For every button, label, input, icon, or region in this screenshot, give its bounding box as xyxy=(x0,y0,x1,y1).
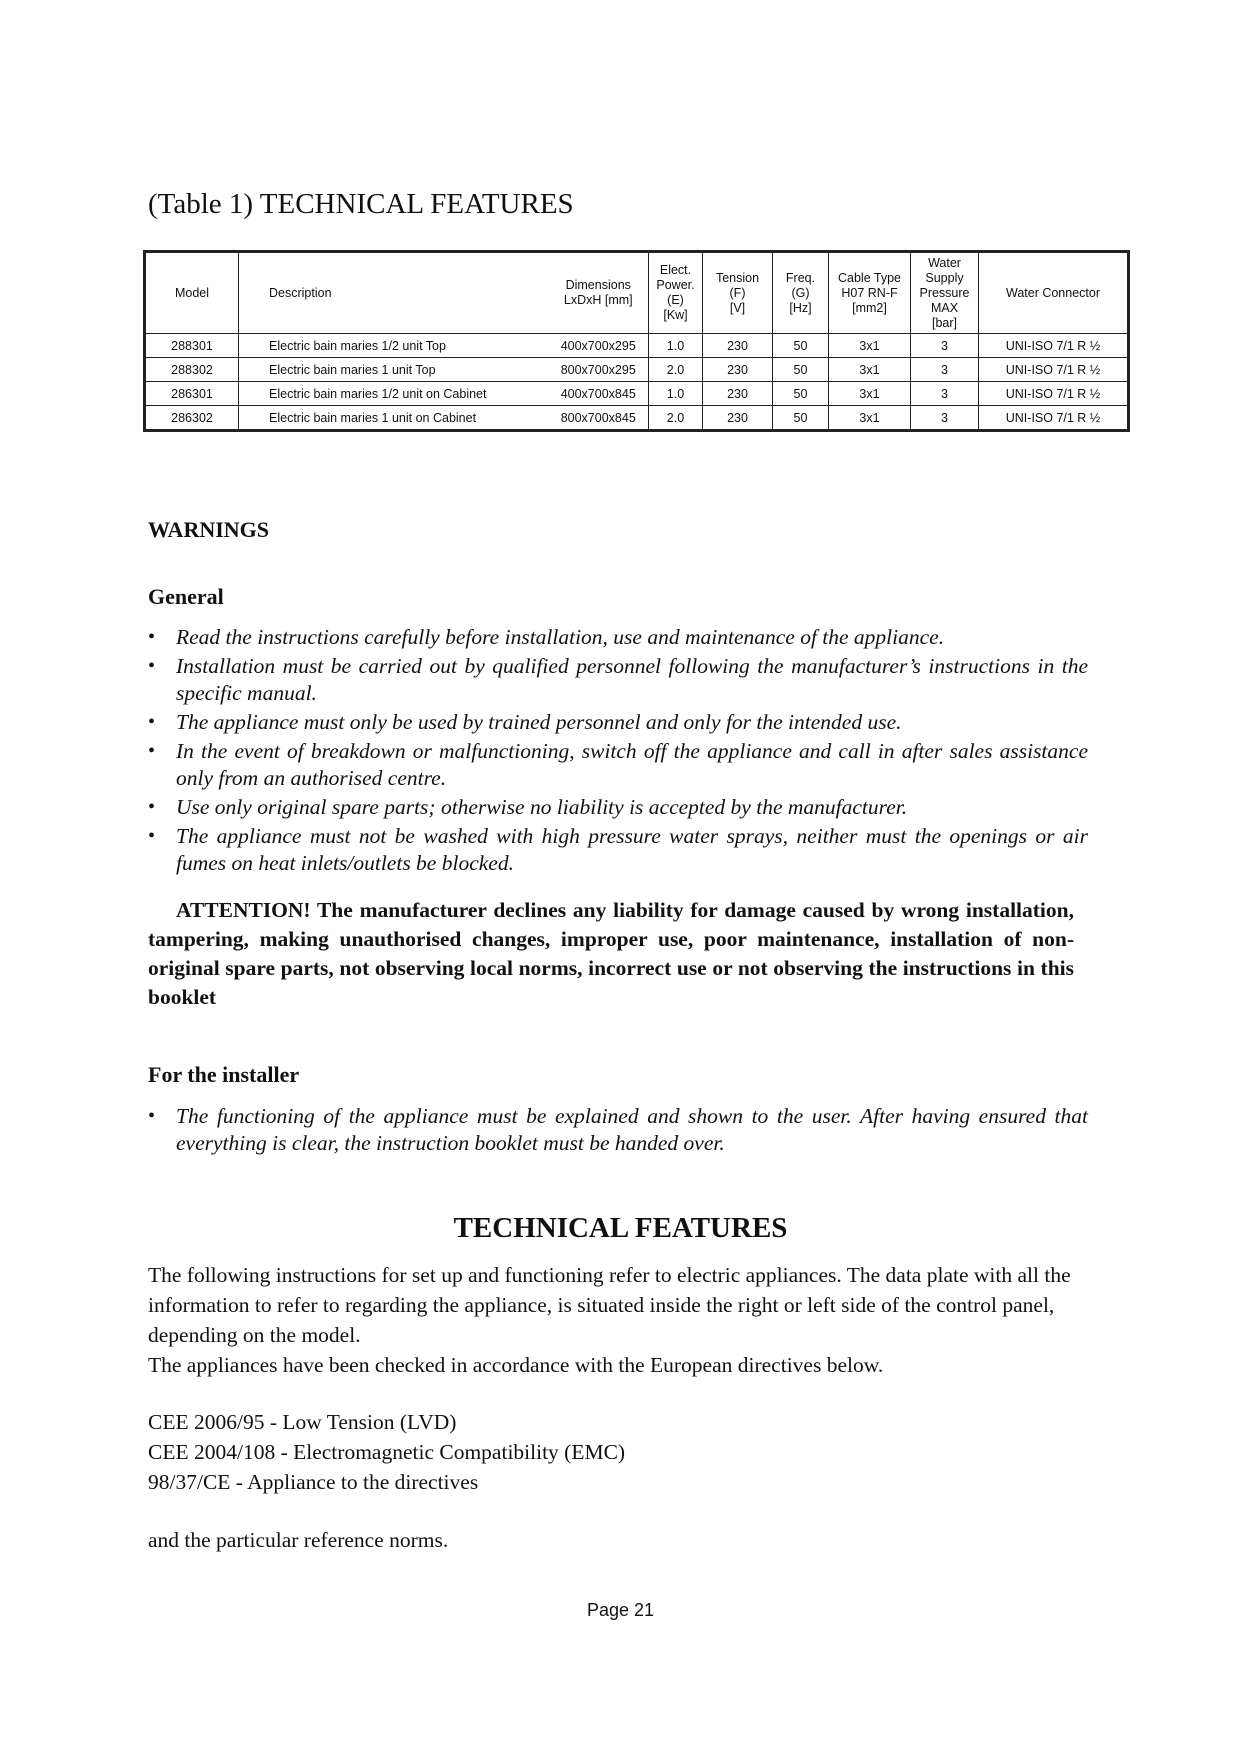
header-cable: Cable Type H07 RN-F [mm2] xyxy=(829,253,911,334)
cell-connector: UNI-ISO 7/1 R ½ xyxy=(979,358,1128,382)
cell-description: Electric bain maries 1/2 unit Top xyxy=(239,334,549,358)
list-item: • Read the instructions carefully before installation, use and maintenance of the appliance. xyxy=(148,624,1088,651)
cell-water: 3 xyxy=(911,334,979,358)
header-dimensions: Dimensions LxDxH [mm] xyxy=(549,253,649,334)
cell-cable: 3x1 xyxy=(829,358,911,382)
cell-water: 3 xyxy=(911,382,979,406)
table-row xyxy=(146,358,1128,382)
list-item: • Installation must be carried out by qualified personnel following the manufacturer’s instructions in the specific manual. xyxy=(148,653,1088,707)
warnings-heading: WARNINGS xyxy=(148,517,270,542)
cell-power: 2.0 xyxy=(649,406,703,430)
header-tension: Tension (F) [V] xyxy=(703,253,773,334)
cell-dimensions: 800x700x295 xyxy=(549,358,649,382)
cell-power: 2.0 xyxy=(649,358,703,382)
header-description: Description xyxy=(239,253,549,334)
technical-features-table xyxy=(145,252,1128,430)
list-item: • In the event of breakdown or malfunctioning, switch off the appliance and call in after sales assistance only from an authorised centre. xyxy=(148,738,1088,792)
cell-dimensions: 400x700x295 xyxy=(549,334,649,358)
table-row xyxy=(146,334,1128,358)
cell-dimensions: 800x700x845 xyxy=(549,406,649,430)
attention-notice: ATTENTION! The manufacturer declines any liability for damage caused by wrong installation, tampering, making unauthorised changes, improper use, poor maintenance, installation of non-original spare parts, not observing local norms, incorrect use or not observing the instructions in this booklet xyxy=(148,898,1074,1009)
general-heading: General xyxy=(148,584,224,609)
list-item: • The appliance must only be used by trained personnel and only for the intended use. xyxy=(148,709,1088,736)
features-text xyxy=(148,1260,1088,1380)
closing-text: and the particular reference norms. xyxy=(148,1528,449,1552)
cell-tension: 230 xyxy=(703,382,773,406)
cell-cable: 3x1 xyxy=(829,406,911,430)
cell-power: 1.0 xyxy=(649,382,703,406)
page-number: Page 21 xyxy=(586,1600,655,1620)
general-warnings-list xyxy=(148,624,1088,879)
list-item: • The functioning of the appliance must be explained and shown to the user. After having ensured that everything is clear, the instruction booklet must be handed over. xyxy=(148,1103,1088,1157)
header-water-pressure: Water Supply Pressure MAX [bar] xyxy=(911,253,979,334)
cell-freq: 50 xyxy=(773,358,829,382)
cell-connector: UNI-ISO 7/1 R ½ xyxy=(979,382,1128,406)
installer-heading: For the installer xyxy=(148,1062,300,1087)
cell-model: 288301 xyxy=(146,334,239,358)
cell-tension: 230 xyxy=(703,334,773,358)
technical-features-heading: TECHNICAL FEATURES xyxy=(453,1212,788,1244)
cell-connector: UNI-ISO 7/1 R ½ xyxy=(979,406,1128,430)
table-row xyxy=(146,382,1128,406)
cell-power: 1.0 xyxy=(649,334,703,358)
cell-freq: 50 xyxy=(773,406,829,430)
table-row xyxy=(146,406,1128,430)
directives-list xyxy=(148,1407,1088,1497)
directive-item: CEE 2006/95 - Low Tension (LVD) xyxy=(148,1410,457,1434)
header-connector: Water Connector xyxy=(979,253,1128,334)
list-item: • The appliance must not be washed with high pressure water sprays, neither must the openings or air fumes on heat inlets/outlets be blocked. xyxy=(148,823,1088,877)
directive-item: CEE 2004/108 - Electromagnetic Compatibility (EMC) xyxy=(148,1440,626,1464)
cell-model: 286301 xyxy=(146,382,239,406)
cell-freq: 50 xyxy=(773,334,829,358)
list-item: • Use only original spare parts; otherwise no liability is accepted by the manufacturer. xyxy=(148,794,1088,821)
features-paragraph-2: The appliances have been checked in accordance with the European directives below. xyxy=(148,1353,884,1377)
directive-item: 98/37/CE - Appliance to the directives xyxy=(148,1470,479,1494)
cell-tension: 230 xyxy=(703,358,773,382)
cell-tension: 230 xyxy=(703,406,773,430)
installer-list xyxy=(148,1103,1088,1159)
cell-description: Electric bain maries 1/2 unit on Cabinet xyxy=(239,382,549,406)
cell-description: Electric bain maries 1 unit Top xyxy=(239,358,549,382)
cell-freq: 50 xyxy=(773,382,829,406)
cell-water: 3 xyxy=(911,406,979,430)
cell-description: Electric bain maries 1 unit on Cabinet xyxy=(239,406,549,430)
cell-cable: 3x1 xyxy=(829,334,911,358)
cell-model: 286302 xyxy=(146,406,239,430)
table-header-row xyxy=(146,253,1128,334)
cell-dimensions: 400x700x845 xyxy=(549,382,649,406)
cell-connector: UNI-ISO 7/1 R ½ xyxy=(979,334,1128,358)
header-power: Elect. Power. (E) [Kw] xyxy=(649,253,703,334)
cell-water: 3 xyxy=(911,358,979,382)
features-paragraph-1: The following instructions for set up and functioning refer to electric appliances. The data plate with all the information to refer to regarding the appliance, is situated inside the right or left side of the control panel, depending on the model. xyxy=(148,1263,1071,1347)
cell-cable: 3x1 xyxy=(829,382,911,406)
header-freq: Freq. (G) [Hz] xyxy=(773,253,829,334)
header-model: Model xyxy=(146,253,239,334)
cell-model: 288302 xyxy=(146,358,239,382)
table-caption: (Table 1) TECHNICAL FEATURES xyxy=(148,188,574,220)
